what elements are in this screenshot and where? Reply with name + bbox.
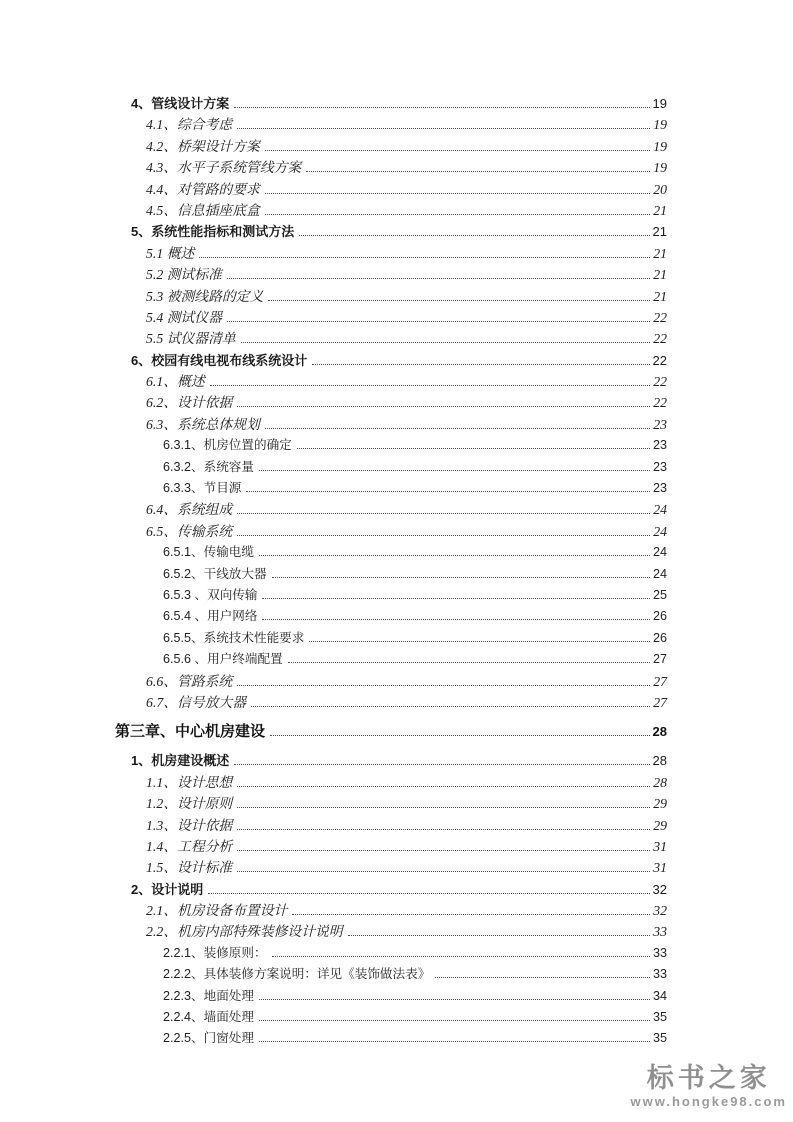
toc-entry	[115, 373, 667, 394]
toc-entry-page: 35	[652, 1010, 667, 1025]
toc-entry	[115, 181, 667, 202]
toc-entry-page: 20	[653, 181, 667, 197]
toc-dotted-leader	[265, 150, 650, 151]
toc-entry-label: 4、管线设计方案	[131, 96, 230, 111]
toc-entry-page: 27	[653, 673, 667, 689]
toc-entry	[115, 352, 667, 373]
toc-entry	[115, 902, 667, 923]
toc-entry-page: 24	[653, 523, 667, 539]
toc-dotted-leader	[259, 1041, 650, 1042]
toc-entry-page: 24	[652, 566, 667, 581]
toc-entry-label: 6.5.6 、用户终端配置	[163, 652, 283, 667]
toc-entry-page: 33	[652, 945, 667, 960]
toc-dotted-leader	[237, 535, 650, 536]
toc-entry-label: 5.5 试仪器清单	[146, 331, 236, 347]
toc-entry	[115, 309, 667, 330]
toc-entry	[115, 459, 667, 480]
toc-entry	[115, 116, 667, 137]
toc-entry	[115, 881, 667, 902]
toc-dotted-leader	[251, 706, 650, 707]
toc-entry-label: 第三章、中心机房建设	[115, 723, 266, 741]
toc-entry-label: 5、系统性能指标和测试方法	[131, 224, 295, 240]
toc-dotted-leader	[292, 914, 650, 915]
toc-entry	[115, 266, 667, 287]
toc-entry-page: 22	[652, 352, 667, 368]
toc-entry-label: 6.5.4 、用户网络	[163, 609, 258, 624]
toc-entry-page: 28	[652, 753, 667, 769]
toc-entry-label: 6.5、传输系统	[146, 523, 233, 539]
toc-entry-label: 2.2.2、具体装修方案说明：详见《装饰做法表》	[163, 967, 431, 982]
toc-entry-label: 6.1、概述	[146, 374, 205, 390]
toc-dotted-leader	[237, 513, 650, 514]
toc-dotted-leader	[268, 300, 650, 301]
toc-entry-label: 6.6、管路系统	[146, 673, 233, 689]
toc-dotted-leader	[262, 598, 650, 599]
toc-dotted-leader	[227, 321, 650, 322]
toc-entry-page: 27	[652, 652, 667, 667]
toc-entry-page: 21	[652, 224, 667, 240]
toc-entry	[115, 223, 667, 244]
toc-dotted-leader	[259, 1020, 650, 1021]
toc-entry	[115, 245, 667, 266]
toc-entry-page: 19	[653, 117, 667, 133]
toc-entry-label: 6.2、设计依据	[146, 395, 233, 411]
toc-dotted-leader	[241, 342, 651, 343]
toc-entry-page: 32	[653, 903, 667, 919]
toc-dotted-leader	[246, 491, 650, 492]
toc-entry-page: 31	[653, 838, 667, 854]
toc-dotted-leader	[272, 577, 650, 578]
toc-entry-page: 19	[653, 138, 667, 154]
toc-dotted-leader	[237, 128, 650, 129]
toc-entry-page: 31	[653, 860, 667, 876]
toc-entry	[115, 694, 667, 715]
toc-dotted-leader	[210, 385, 651, 386]
toc-entry-label: 5.2 测试标准	[146, 267, 222, 283]
toc-entry	[115, 501, 667, 522]
toc-entry-page: 34	[652, 988, 667, 1003]
toc-entry-label: 4.1、综合考虑	[146, 117, 233, 133]
toc-dotted-leader	[237, 871, 650, 872]
watermark-url-text: www.hongke98.com	[630, 1094, 787, 1109]
toc-entry-page: 26	[652, 609, 667, 624]
toc-entry-label: 5.1 概述	[146, 245, 195, 261]
toc-dotted-leader	[237, 807, 650, 808]
toc-entry-label: 6.3.3、节目源	[163, 481, 242, 496]
toc-entry	[115, 330, 667, 351]
toc-entry-label: 4.2、桥架设计方案	[146, 138, 260, 154]
toc-dotted-leader	[237, 850, 650, 851]
toc-dotted-leader	[288, 662, 650, 663]
watermark-brand-text: 标书之家	[646, 1062, 771, 1093]
toc-dotted-leader	[227, 278, 650, 279]
toc-entry	[115, 838, 667, 859]
toc-entry-page: 22	[653, 309, 667, 325]
toc-entry-label: 6.5.2、干线放大器	[163, 566, 267, 581]
toc-entry	[115, 202, 667, 223]
toc-entry	[115, 416, 667, 437]
toc-dotted-leader	[265, 193, 650, 194]
toc-entry-page: 22	[653, 374, 667, 390]
toc-entry-label: 1.4、工程分析	[146, 838, 233, 854]
toc-entry-page: 21	[653, 288, 667, 304]
toc-entry-label: 6、校园有线电视布线系统设计	[131, 352, 308, 368]
toc-entry-label: 1.3、设计依据	[146, 817, 233, 833]
toc-entry-label: 2、设计说明	[131, 881, 204, 897]
toc-entry-page: 29	[653, 817, 667, 833]
toc-dotted-leader	[312, 364, 649, 365]
toc-entry-page: 24	[652, 545, 667, 560]
toc-dotted-leader	[234, 764, 649, 765]
toc-dotted-leader	[297, 448, 650, 449]
toc-entry-label: 6.7、信号放大器	[146, 694, 247, 710]
toc-entry-label: 6.4、系统组成	[146, 502, 233, 518]
toc-entry-label: 6.5.1、传输电缆	[163, 545, 254, 560]
toc-entry	[115, 95, 667, 116]
toc-entry-page: 28	[652, 724, 667, 740]
toc-entry	[115, 723, 667, 745]
toc-entry-label: 1.5、设计标准	[146, 860, 233, 876]
toc-entry	[115, 923, 667, 944]
toc-dotted-leader	[270, 735, 650, 736]
toc-dotted-leader	[237, 685, 650, 686]
toc-entry-page: 32	[652, 881, 667, 897]
toc-entry-page: 24	[653, 502, 667, 518]
toc-dotted-leader	[237, 406, 650, 407]
toc-dotted-leader	[435, 977, 650, 978]
toc-entry	[115, 138, 667, 159]
toc-entry	[115, 1009, 667, 1030]
toc-entry-label: 6.5.5、系统技术性能要求	[163, 630, 305, 645]
toc-entry-page: 33	[653, 924, 667, 940]
toc-dotted-leader	[265, 214, 650, 215]
toc-entry-page: 22	[653, 395, 667, 411]
toc-entry	[115, 587, 667, 608]
toc-dotted-leader	[208, 893, 649, 894]
toc-entry	[115, 608, 667, 629]
toc-entry	[115, 159, 667, 180]
toc-dotted-leader	[237, 786, 650, 787]
toc-entry-label: 5.4 测试仪器	[146, 309, 222, 325]
toc-dotted-leader	[259, 555, 650, 556]
toc-dotted-leader	[199, 257, 650, 258]
toc-entry-page: 21	[653, 245, 667, 261]
watermark	[631, 1064, 788, 1109]
toc-entry	[115, 795, 667, 816]
toc-dotted-leader	[259, 999, 650, 1000]
toc-entry-label: 2.2.4、墙面处理	[163, 1010, 254, 1025]
toc-entry	[115, 1030, 667, 1051]
toc-entry	[115, 945, 667, 966]
toc-entry-page: 19	[652, 96, 667, 111]
toc-entry-label: 4.4、对管路的要求	[146, 181, 260, 197]
toc-entry	[115, 480, 667, 501]
toc-dotted-leader	[309, 641, 650, 642]
toc-entry-label: 6.3、系统总体规划	[146, 416, 260, 432]
toc-entry-page: 23	[652, 481, 667, 496]
toc-entry	[115, 966, 667, 987]
toc-entry	[115, 566, 667, 587]
toc-entry-label: 2.2.3、地面处理	[163, 988, 254, 1003]
toc-entry	[115, 437, 667, 458]
toc-entry	[115, 630, 667, 651]
toc-entry	[115, 673, 667, 694]
toc-entry	[115, 752, 667, 773]
toc-entry-page: 23	[652, 459, 667, 474]
toc-entry	[115, 859, 667, 880]
toc-entry-page: 19	[653, 160, 667, 176]
toc-entry-page: 29	[653, 796, 667, 812]
toc-entry	[115, 288, 667, 309]
toc-entry	[115, 817, 667, 838]
toc-dotted-leader	[348, 935, 651, 936]
toc-dotted-leader	[265, 428, 650, 429]
toc-entry-label: 6.3.2、系统容量	[163, 459, 254, 474]
toc-entry	[115, 651, 667, 672]
toc-entry	[115, 988, 667, 1009]
toc-entry-page: 23	[653, 416, 667, 432]
toc-entry-label: 2.1、机房设备布置设计	[146, 903, 288, 919]
toc-entry-label: 2.2.1、装修原则：	[163, 945, 267, 960]
toc-dotted-leader	[234, 107, 649, 108]
toc-entry	[115, 523, 667, 544]
toc-entry-page: 21	[653, 267, 667, 283]
toc-dotted-leader	[259, 470, 650, 471]
toc-entry-label: 5.3 被测线路的定义	[146, 288, 264, 304]
toc-entry-label: 1.1、设计思想	[146, 774, 233, 790]
toc-dotted-leader	[262, 619, 650, 620]
toc-entry-page: 21	[653, 202, 667, 218]
toc-entry-page: 35	[652, 1031, 667, 1046]
toc-entry-label: 6.3.1、机房位置的确定	[163, 438, 292, 453]
toc-entry-label: 2.2.5、门窗处理	[163, 1031, 254, 1046]
toc-entry-page: 25	[652, 587, 667, 602]
toc-entry	[115, 544, 667, 565]
toc-entry-label: 1、机房建设概述	[131, 753, 230, 769]
toc-dotted-leader	[237, 829, 650, 830]
toc-entry-label: 4.3、水平子系统管线方案	[146, 160, 302, 176]
toc-dotted-leader	[299, 235, 649, 236]
table-of-contents	[115, 95, 667, 1052]
toc-entry-page: 27	[653, 694, 667, 710]
toc-entry-page: 22	[653, 331, 667, 347]
toc-entry-page: 28	[653, 774, 667, 790]
toc-entry	[115, 394, 667, 415]
toc-entry-page: 26	[652, 630, 667, 645]
toc-entry-label: 6.5.3 、双向传输	[163, 587, 258, 602]
toc-entry-page: 33	[652, 967, 667, 982]
toc-entry-label: 2.2、机房内部特殊装修设计说明	[146, 924, 343, 940]
toc-dotted-leader	[272, 956, 650, 957]
toc-entry	[115, 774, 667, 795]
toc-entry-page: 23	[652, 438, 667, 453]
toc-entry-label: 1.2、设计原则	[146, 796, 233, 812]
toc-entry-label: 4.5、信息插座底盒	[146, 202, 260, 218]
toc-dotted-leader	[306, 171, 650, 172]
